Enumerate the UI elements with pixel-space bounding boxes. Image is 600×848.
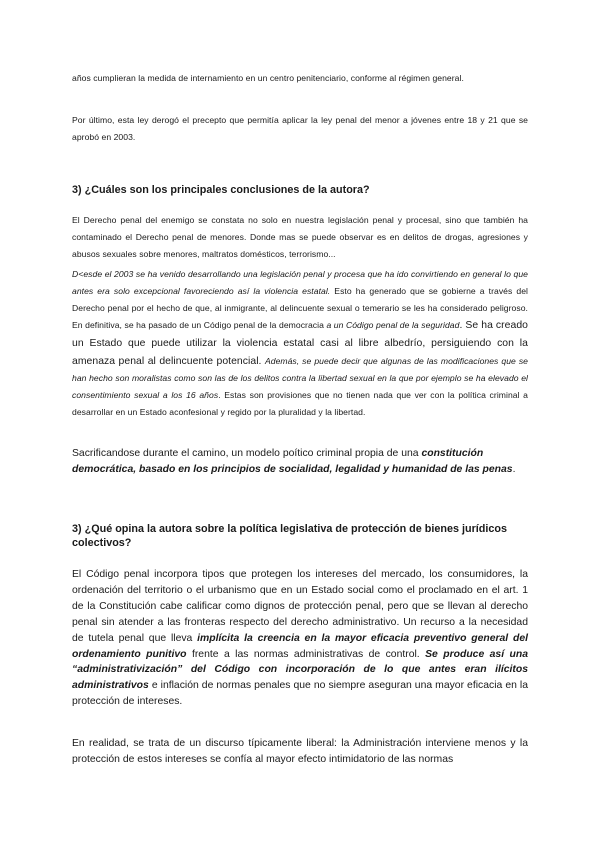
bold-italic-administrativization: Se produce así una “administrativización” del Código con incorporación de lo que antes eran ilícitos administrativos xyxy=(72,648,528,692)
paragraph-collective-interests xyxy=(72,567,528,710)
period: . xyxy=(512,463,516,475)
paragraph-liberal-discourse: En realidad, se trata de un discurso típicamente liberal: la Administración interviene menos y la protección de estos intereses se confía al mayor efecto intimidatorio de las normas xyxy=(72,738,528,765)
bold-italic-democratic-constitution: constitución democrática, basado en los principios de socialidad, legalidad y humanidad de las penas xyxy=(72,448,513,475)
paragraph-intro-2: Por último, esta ley derogó el precepto que permitía aplicar la ley penal del menor a jóvenes entre 18 y 21 que se aprobó en 2003. xyxy=(72,115,528,143)
sentence-state-violence: . Se ha creado un Estado que puede utilizar la violencia estatal casi al libre albedrío, persiguiendo con la amenaza penal al delincuente potencial. xyxy=(72,319,528,367)
paragraph-enemy-criminal-law: El Derecho penal del enemigo se constata no solo en nuestra legislación penal y procesal, sino que también ha contaminado el Derecho penal de menores. Donde mas se puede observar es en delitos de drogas, agresiones y abusos sexuales sobre menores, maltratos domésticos, terrorismo... xyxy=(72,215,528,259)
sentence-norm-inflation: e inflación de normas penales que no siempre aseguran una mayor eficacia en la protección de intereses. xyxy=(72,680,528,708)
paragraph-security-penal-code xyxy=(72,266,528,421)
italic-sentence-since-2003: D<esde el 2003 se ha venido desarrollando una legislación penal y procesa que ha ido convirtiendo en general lo que antes era solo excepcional favoreciendo así la violencia estatal. xyxy=(72,269,528,296)
sentence-penal-code-types: El Código penal incorpora tipos que protegen los intereses del mercado, los consumidores, la ordenación del territorio o el urbanismo que en un Estado social como el proclamado en el art. 1 de la Constitución cabe calificar como dignos de protección penal, pero que se llevan al derecho penal sin atender a las fronteras respecto del derecho administrativo. Un recurso a la necesidad de tutela penal que lleva xyxy=(72,569,528,644)
sentence-provisions: . Estas son provisiones que no tienen nada que ver con la política criminal a desarrollar en un Estado aconfesional y regido por la pluralidad y la libertad. xyxy=(72,390,529,418)
bold-italic-preventive-efficacy: implícita la creencia en la mayor eficacia preventivo general del ordenamiento punitivo xyxy=(72,632,528,660)
paragraph-constitutional-model xyxy=(72,446,528,478)
heading-legislative-policy: 3) ¿Qué opina la autora sobre la política legislativa de protección de bienes jurídicos colectivos? xyxy=(72,523,507,550)
heading-conclusions: 3) ¿Cuáles son los principales conclusiones de la autora? xyxy=(72,184,370,196)
italic-security-code: a un Código penal de la seguridad xyxy=(326,319,460,330)
paragraph-intro-1: años cumplieran la medida de internamiento en un centro penitenciario, conforme al régimen general. xyxy=(72,73,464,83)
sentence-govern-through-penal-law: Esto ha generado que se gobierne a través del Derecho penal por el hecho de que, al inmigrante, al delincuente sexual o temerario se les ha considerado peligroso. En definitiva, se ha pasado de un Código penal de la democracia xyxy=(72,285,529,330)
sentence-sacrificing: Sacrificandose durante el camino, un modelo poítico criminal propia de una xyxy=(72,448,422,459)
italic-moralist-modifications: Además, se puede decir que algunas de las modificaciones que se han hecho son moralistas como son las de los delitos contra la libertad sexual en la que por ejemplo se ha elevado el consentimiento sexual a los 16 años xyxy=(72,355,528,401)
sentence-administrative-norms: frente a las normas administrativas de control. xyxy=(186,648,426,660)
